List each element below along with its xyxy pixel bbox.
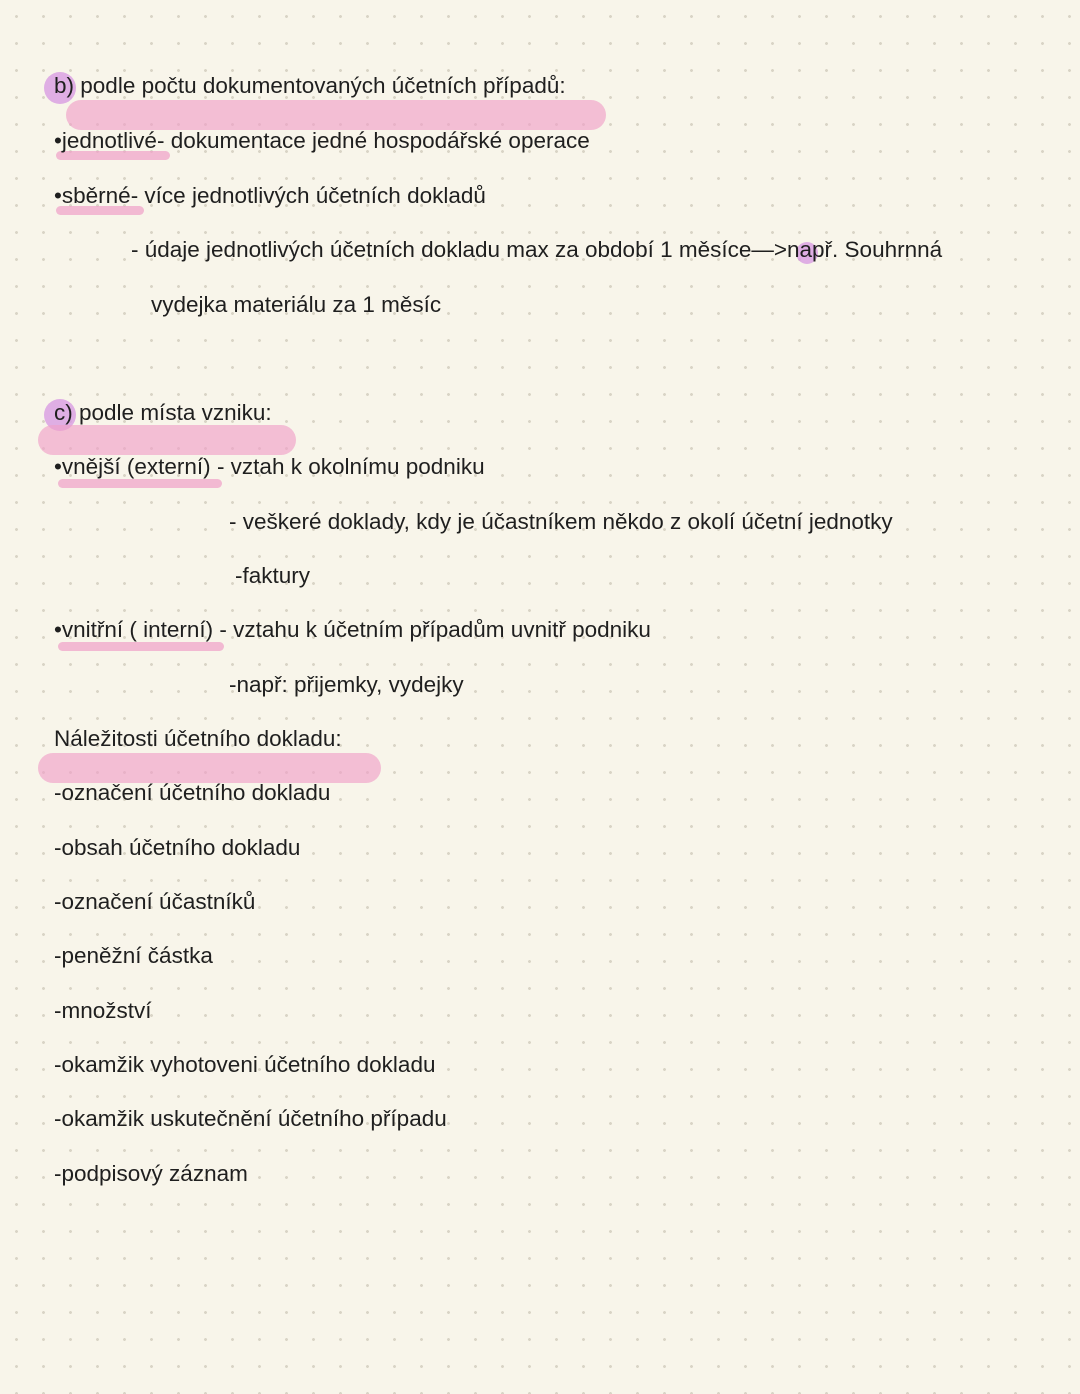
heading-c bbox=[54, 399, 272, 427]
requirement-item: -označení účetního dokladu bbox=[54, 780, 331, 805]
heading-c-title: podle místa vzniku: bbox=[79, 400, 272, 425]
internal-sub-1: -např: přijemky, vydejky bbox=[229, 672, 464, 697]
note-line-2: vydejka materiálu za 1 měsíc bbox=[151, 292, 442, 317]
list-item-sberne bbox=[54, 182, 486, 210]
note-line-1 bbox=[131, 236, 942, 264]
requirement-item: -množství bbox=[54, 998, 152, 1023]
list-item-jednotlive bbox=[54, 127, 590, 155]
list-item-internal bbox=[54, 616, 651, 644]
requirement-item: -okamžik vyhotoveni účetního dokladu bbox=[54, 1052, 436, 1077]
desc-internal: - vztahu k účetním případům uvnitř podniku bbox=[213, 617, 651, 642]
heading-b-highlight bbox=[66, 100, 606, 130]
external-sub-1: - veškeré doklady, kdy je účastníkem někdo z okolí účetní jednotky bbox=[229, 509, 893, 534]
note-text-b: např. Souhrnná bbox=[787, 237, 943, 262]
heading-c-label: c) bbox=[54, 400, 73, 425]
requirement-item: -obsah účetního dokladu bbox=[54, 835, 301, 860]
arrow-glyph: —> bbox=[751, 237, 788, 262]
term-internal: •vnitřní ( interní) bbox=[54, 617, 214, 642]
heading-b-label: b) bbox=[54, 73, 75, 98]
requirements-title: Náležitosti účetního dokladu: bbox=[54, 726, 342, 751]
desc-sberne: - více jednotlivých účetních dokladů bbox=[130, 183, 486, 208]
note-text-a: - údaje jednotlivých účetních dokladu max za období 1 měsíce bbox=[131, 237, 752, 262]
list-item-external bbox=[54, 453, 485, 481]
requirement-item: -okamžik uskutečnění účetního případu bbox=[54, 1106, 447, 1131]
requirement-item: -označení účastníků bbox=[54, 889, 256, 914]
heading-b-title: podle počtu dokumentovaných účetních případů: bbox=[80, 73, 566, 98]
term-jednotlive: •jednotlivé bbox=[54, 128, 157, 153]
term-external: •vnější (externí) bbox=[54, 454, 211, 479]
desc-external: - vztah k okolnímu podniku bbox=[210, 454, 485, 479]
requirement-item: -peněžní částka bbox=[54, 943, 213, 968]
requirement-item: -podpisový záznam bbox=[54, 1161, 248, 1186]
heading-c-highlight bbox=[38, 425, 296, 455]
external-sub-2: -faktury bbox=[235, 563, 311, 588]
heading-b bbox=[54, 72, 566, 100]
desc-jednotlive: - dokumentace jedné hospodářské operace bbox=[156, 128, 590, 153]
term-sberne: •sběrné bbox=[54, 183, 131, 208]
